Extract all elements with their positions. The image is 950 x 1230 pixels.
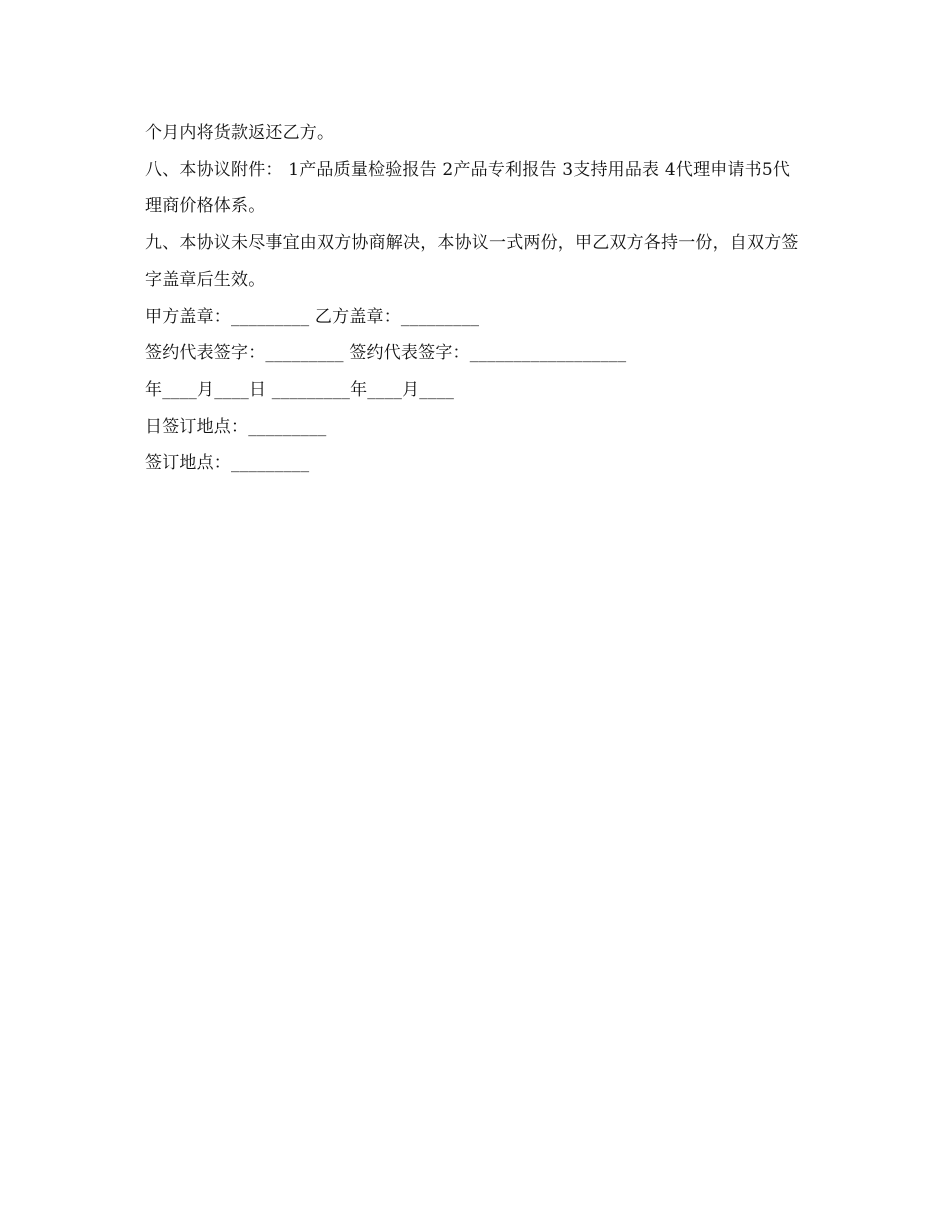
rep-b-signature-label: 签约代表签字：: [349, 343, 470, 364]
clause-7-continuation: 个月内将货款返还乙方。: [145, 123, 335, 143]
seal-line: [145, 299, 805, 336]
party-a-seal-blank: _________: [231, 306, 310, 327]
clause-8-attachments: 八、本协议附件： 1产品质量检验报告 2产品专利报告 3支持用品表 4代理申请书5代理商价格体系。: [145, 159, 791, 217]
clause-9-general-terms: 九、本协议未尽事宜由双方协商解决，本协议一式两份，甲乙双方各持一份，自双方签字盖章后生效。: [145, 233, 799, 290]
date-line: 年____月____日 _________年____月____: [145, 379, 455, 400]
document-body: [145, 115, 805, 482]
representative-signature-line: [145, 335, 805, 372]
rep-a-signature-label: 签约代表签字：: [145, 343, 266, 364]
day-signing-place-line: 日签订地点：_________: [145, 416, 327, 437]
rep-a-signature-blank: _________: [265, 343, 344, 364]
party-a-seal-label: 甲方盖章：: [145, 306, 231, 327]
party-b-seal-label: 乙方盖章：: [314, 306, 401, 327]
signing-place-line: 签订地点：_________: [145, 453, 310, 474]
party-b-seal-blank: _________: [400, 306, 480, 327]
rep-b-signature-blank: __________________: [469, 343, 627, 364]
